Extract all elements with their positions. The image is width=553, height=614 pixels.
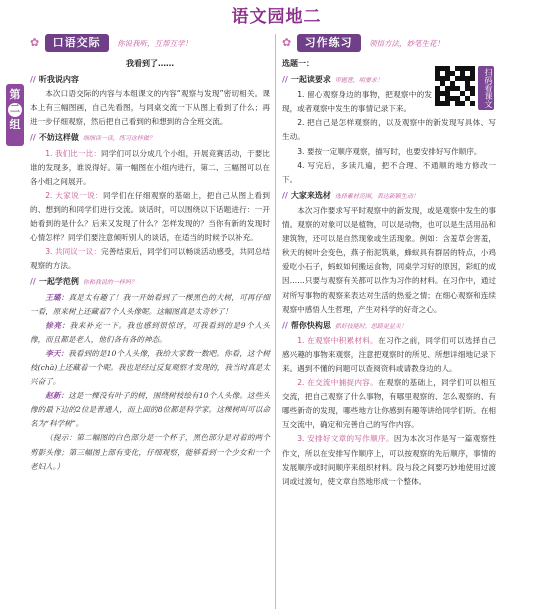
- section-heading: // 一起学范例 你和我说的一样吗？: [30, 277, 137, 287]
- page-title: 语文园地二: [231, 7, 322, 27]
- hint-paragraph: （提示：第二幅图的白色部分是一个杯子，黑色部分是对着的两个剪影头像；第三幅图上部有变化，仔细观察，能够看到一个少女和一个老妇人。）: [30, 433, 270, 471]
- flower-icon: ✿: [30, 36, 40, 49]
- oral-communication-title: 口语交际: [45, 34, 109, 52]
- paragraph: 本次习作要求写平时观察中的新发现，或是观察中发生的事情。观察的对象可以是植物，可以是动物，也可以是生活用品和建筑物，还可以是自然现象或生活现象。例如：含羞草会害羞，秋天的树叶会变色，燕子衔泥筑巢，蜂蚁具有群居的特点，小鸡爱吃小石子，蚂蚁如何搬运食物，同桌学习好的原因，彩虹的成因……只要与观察有关都可以作为习作的材料。在习作中，通过对所写事物的观察来表达对生活的热爱之情；在细心观察和连续观察中感悟人生哲理，产生对科学的好奇之心。: [282, 205, 496, 314]
- paragraph: 3. 安排好文章的写作顺序。因为本次习作是写一篇观察性作文，所以在安排写作顺序上，可以按观察的先后顺序，事情的发展顺序或时间顺序来组织材料。段与段之间要巧妙地使用过渡词或过渡句，使文章自然地形成一个整体。: [282, 434, 496, 486]
- paragraph: 2. 把自己是怎样观察的，以及观察中的新发现写具体、写生动。: [282, 118, 496, 142]
- flower-icon: ✿: [282, 36, 292, 49]
- topic-pick-label: 选题一：: [282, 59, 314, 68]
- section-heading: // 不妨这样做 细细读一读，练习这样做？: [30, 133, 155, 143]
- oral-communication-column: [30, 34, 270, 474]
- dialogue-line: 王璐：真是太有趣了！我一开始看到了一棵黑色的大树，可再仔细一看，原来树上还藏着7个人头像呢。这幅图真是太奇妙了！: [30, 292, 271, 316]
- group-tab-suffix: 组: [9, 118, 21, 131]
- dialogue-line: 赵新：这是一棵没有叶子的树，围绕树枝绘有10个人头像。这些头像的最下边的2位是普通人，而上面的8位都是科学家。这棵树叫可以命名为“科学树”。: [30, 391, 270, 429]
- slash-marker-icon: //: [282, 320, 288, 330]
- section-heading: // 一起读要求 审题意，明要求！: [282, 75, 383, 85]
- writing-practice-title: 习作练习: [297, 34, 361, 52]
- paragraph: 2. 大家说一说：同学们在仔细观察的基础上，把自己从图上看到的、想到的和同学们进行交流。谈话时，可以围绕以下话题进行：一开始看到的是什么？后来又发现了什么？怎样发现的？当你有新的发现时心情怎样？同学们要注意倾听别人的谈话，在适当的时候予以补充。: [30, 190, 270, 243]
- paragraph: 1. 我们比一比：同学们可以分成几个小组，开展竞赛活动，于要比谁的发现多，谁说得好。第一幅图在小组内进行，第二、三幅图可以在各小组之间展开。: [30, 148, 270, 186]
- paragraph: 1. 在观察中积累材料。在习作之前，同学们可以选择自己感兴趣的事物来观察，注意把观察时的所见、所想详细地记录下来。遇到不懂的问题可以查阅资料或请教身边的人。: [282, 335, 496, 373]
- oral-communication-note: 你说我听，互帮互学！: [117, 39, 193, 48]
- dialogue-line: 李天：我看到的是10个人头像，我给大家数一数吧。你看，这个树枝(chà)上还藏着一个呢。我也是经过反复观察才发现的，我当时真是太兴奋了。: [30, 348, 270, 387]
- paragraph: 2. 在交流中捕捉内容。在观察的基础上，同学们可以相互交流，把自己观察了什么事物，有哪里观察的、怎么观察的、有哪些新奇的发现，哪些地方让你感到有趣等讲给同学们听。在相互交流中，确定和完善自己的写作内容。: [282, 378, 496, 430]
- slash-marker-icon: //: [30, 133, 36, 143]
- paragraph: 4. 写完后，多读几遍，把不合理、不通顺的地方修改一下。: [282, 160, 496, 184]
- paragraph: 3. 共同议一议：完善结束后，同学们可以畅谈活动感受，共同总结观察的方法。: [30, 247, 270, 271]
- group-tab: [6, 84, 24, 146]
- slash-marker-icon: //: [282, 75, 288, 85]
- oral-communication-banner: [30, 34, 270, 54]
- paragraph: 本次口语交际的内容与本组课文的内容“观察与发现”密切相关。课本上有三幅图画，自己先看图，与同桌交流一下从图上看到了什么；再进一步仔细观察，然后把自己看到的和想到的合全班交流。: [30, 89, 270, 127]
- group-tab-number: 二: [10, 104, 20, 115]
- section-heading: // 听我说内容: [30, 75, 79, 85]
- qr-code[interactable]: [435, 66, 475, 106]
- column-divider: [275, 34, 276, 609]
- section-heading: // 大家来选材 选择素材范围，表达新颖生动！: [282, 190, 419, 200]
- writing-practice-banner: [282, 34, 496, 54]
- topic-heading: 我看到了……: [126, 59, 174, 68]
- requirements-block: [282, 88, 432, 116]
- slash-marker-icon: //: [282, 190, 288, 200]
- paragraph: 3. 要按一定顺序观察，描写时，也要安排好写作顺序。: [297, 146, 482, 156]
- dialogue-line: 徐亮：我来补充一下。我也感到很惊讶，可我看到的是9个人头像，而且都是老人，他们各有各的神态。: [30, 320, 270, 344]
- group-tab-prefix: 第: [9, 88, 21, 101]
- paragraph: 1. 留心观察身边的事物，把观察中的发现，或者观察中发生的事情记录下来。: [282, 90, 432, 114]
- qr-code-icon: [435, 66, 475, 106]
- section-heading: // 帮你快构思 抓好技能时，思路更显关！: [282, 320, 407, 330]
- scan-qr-label: 扫码看课文: [478, 66, 494, 110]
- writing-practice-note: 领悟方法，妙笔生花！: [369, 39, 445, 48]
- slash-marker-icon: //: [30, 277, 36, 287]
- slash-marker-icon: //: [30, 75, 36, 85]
